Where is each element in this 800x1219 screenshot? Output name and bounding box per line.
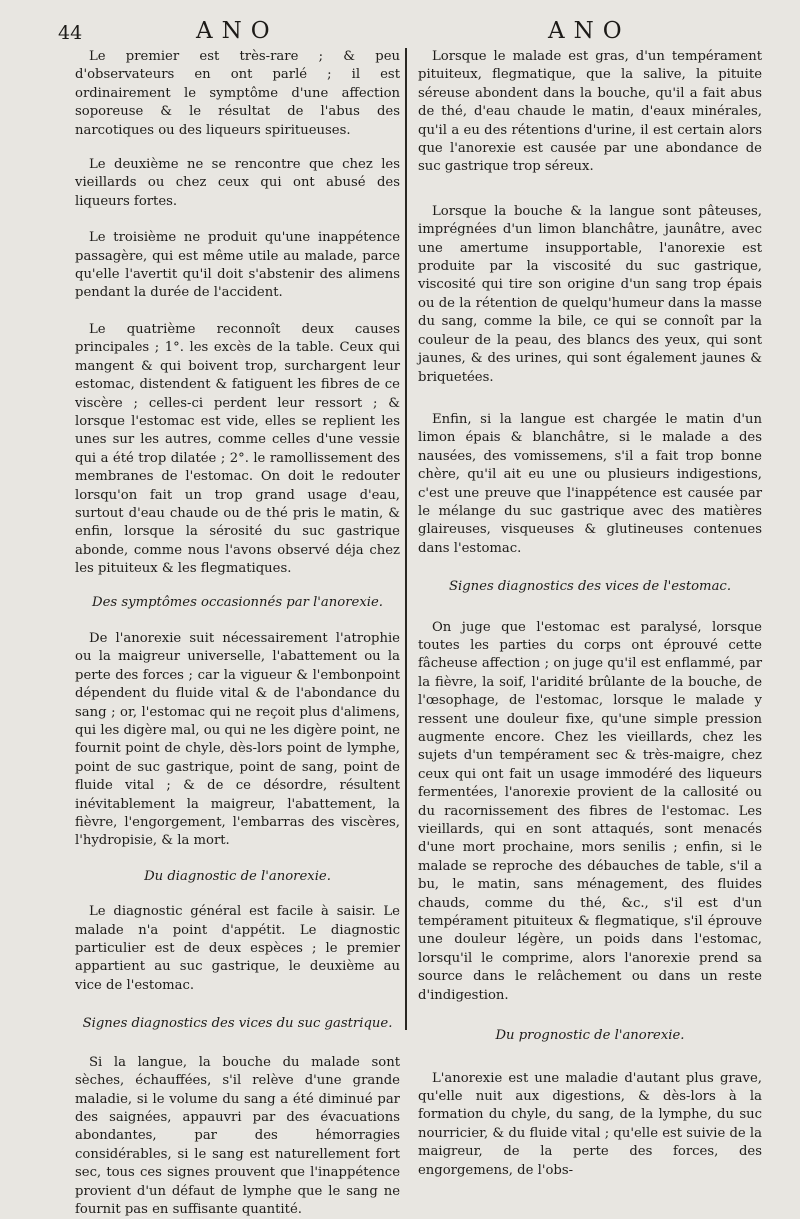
left-column — [75, 48, 400, 1219]
section-heading: Des symptômes occasionnés par l'anorexie. — [92, 594, 383, 610]
page-header — [0, 18, 800, 48]
right-column — [418, 48, 762, 1180]
paragraph: Lorsque le malade est gras, d'un tempérament pituiteux, flegmatique, que la salive, la pituite séreuse abondent dans la bouche, qu'il a fait abus de thé, d'eau chaude le matin, d'eaux minérales, qu'il a eu des rétentions d'urine, il est certain alors que l'anorexie est causée par une abondance de suc gastrique trop séreux. — [418, 49, 762, 175]
paragraph: Le troisième ne produit qu'une inappétence passagère, qui est même utile au malade, parce qu'elle l'avertit qu'il doit s'abstenir des alimens pendant la durée de l'accident. — [75, 230, 400, 301]
paragraph: L'anorexie est une maladie d'autant plus grave, qu'elle nuit aux digestions, & dès-lors à la formation du chyle, du sang, de la lymphe, du suc nourricier, & du fluide vital ; qu'elle est suivie de la maigreur, de la perte des forces, des engorgemens, de l'obs- — [418, 1070, 762, 1178]
paragraph: Le quatrième reconnoît deux causes principales ; 1°. les excès de la table. Ceux qui mangent & qui boivent trop, surchargent leur estomac, distendent & fatiguent les fibres de ce viscère ; celles-ci perdent leur ressort ; & lorsque l'estomac est vide, elles se replient les unes sur les autres, comme celles d'une vessie qui a été trop dilatée ; 2°. le ramollissement des membranes de l'estomac. On doit le redouter lorsqu'on fait un trop grand usage d'eau, surtout d'eau chaude ou de thé pris le matin, & enfin, lorsque la sérosité du suc gastrique abonde, comme nous l'avons observé déja chez les pituiteux & les flegmatiques. — [75, 321, 400, 577]
section-heading: Signes diagnostics des vices de l'estomac. — [448, 579, 732, 595]
paragraph: Lorsque la bouche & la langue sont pâteuses, imprégnées d'un limon blanchâtre, jaunâtre, avec une amertume insupportable, l'anorexie est produite par la viscosité du suc gastrique, viscosité qui tire son origine d'un sang trop épais ou de la rétention de quelqu'humeur dans la masse du sang, comme la bile, ce qui se connoît par la couleur de la peau, des blancs des yeux, qui sont jaunes, & des urines, qui sont également jaunes & briquetées. — [418, 203, 762, 385]
paragraph: Le deuxième ne se rencontre que chez les vieillards ou chez ceux qui ont abusé des liqueurs fortes. — [75, 157, 400, 209]
running-head-left: ANO — [196, 18, 279, 44]
column-divider — [405, 48, 407, 1030]
paragraph: Si la langue, la bouche du malade sont sèches, échauffées, s'il relève d'une grande maladie, si le volume du sang a été diminué par des saignées, appauvri par des évacuations abondantes, par des hémorragies considérables, si le sang est naturellement fort sec, tous ces signes prouvent que l'inappétence provient d'un défaut de lymphe que le sang ne fournit pas en suffisante quantité. — [75, 1054, 400, 1217]
paragraph: On juge que l'estomac est paralysé, lorsque toutes les parties du corps ont éprouvé cette fâcheuse affection ; on juge qu'il est enflammé, par la fièvre, la soif, l'aridité brûlante de la bouche, de l'œsophage, de l'estomac, lorsque le malade y ressent une douleur fixe, qu'une simple pression augmente encore. Chez les vieillards, chez les sujets d'un tempérament sec & très-maigre, chez ceux qui ont fait un usage immodéré des liqueurs fermentées, l'anorexie provient de la callosité ou du racornissement des fibres de l'estomac. Les vieillards, qui en sont attaqués, sont menacés d'une mort prochaine, mors senilis ; enfin, si le malade se reproche des débauches de table, s'il a bu, le matin, sans ménagement, des fluides chauds, comme du thé, &c., s'il est d'un tempérament pituiteux & flegmatique, s'il éprouve une douleur légère, un poids dans l'estomac, lorsqu'il le comprime, alors l'anorexie prend sa source dans le relâchement ou dans un reste d'indigestion. — [418, 619, 762, 1003]
paragraph: De l'anorexie suit nécessairement l'atrophie ou la maigreur universelle, l'abattement ou la perte des forces ; car la vigueur & l'embonpoint dépendent du fluide vital & de l'abondance du sang ; or, l'estomac qui ne reçoit plus d'alimens, qui les digère mal, ou qui ne les digère point, ne fournit point de chyle, dès-lors point de lymphe, point de suc gastrique, point de sang, point de fluide vital ; & de ce désordre, résultent inévitablement la maigreur, l'abattement, la fièvre, l'engorgement, l'embarras des viscères, l'hydropisie, & la mort. — [75, 630, 400, 849]
section-heading: Du diagnostic de l'anorexie. — [144, 868, 331, 884]
section-heading: Du prognostic de l'anorexie. — [495, 1028, 685, 1044]
paragraph: Le premier est très-rare ; & peu d'observateurs en ont parlé ; il est ordinairement le symptôme d'une affection soporeuse & le résultat de l'abus des narcotiques ou des liqueurs spiritueuses. — [75, 49, 400, 138]
paragraph: Le diagnostic général est facile à saisir. Le malade n'a point d'appétit. Le diagnostic particulier est de deux espèces ; le premier appartient au suc gastrique, le deuxième au vice de l'estomac. — [75, 904, 400, 993]
page-number: 44 — [58, 22, 83, 44]
section-heading: Signes diagnostics des vices du suc gastrique. — [82, 1016, 393, 1032]
running-head-right: ANO — [548, 18, 631, 44]
paragraph: Enfin, si la langue est chargée le matin d'un limon épais & blanchâtre, si le malade a des nausées, des vomissemens, s'il a fait trop bonne chère, qu'il ait eu une ou plusieurs indigestions, c'est une preuve que l'inappétence est causée par le mélange du suc gastrique avec des matières glaireuses, visqueuses & glutineuses contenues dans l'estomac. — [418, 411, 762, 556]
